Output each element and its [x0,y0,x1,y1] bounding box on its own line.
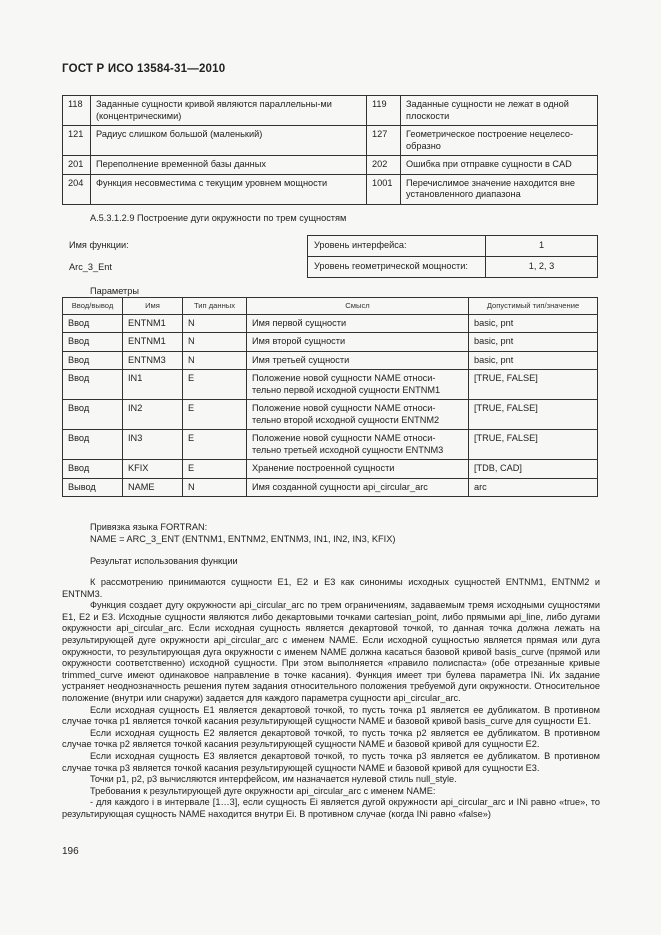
param-io: Ввод [63,460,123,479]
param-meaning: Имя третьей сущности [247,351,469,370]
table-row [308,257,598,278]
error-code: 201 [63,156,91,175]
param-io: Ввод [63,400,123,430]
fortran-title: Привязка языка FORTRAN: [90,522,208,532]
paragraph: Точки p1, p2, p3 вычисляются интерфейсом, им назначается нулевой стиль null_style. [90,774,457,785]
param-allowed: basic, pnt [469,333,598,352]
param-meaning: Хранение построенной сущности [247,460,469,479]
column-header: Допустимый тип/значение [469,298,598,315]
document-header: ГОСТ Р ИСО 13584-31—2010 [62,63,226,75]
result-text [62,577,600,820]
table-row [63,174,598,204]
error-code: 1001 [367,174,401,204]
param-io: Ввод [63,370,123,400]
error-code: 202 [367,156,401,175]
param-allowed: basic, pnt [469,314,598,333]
paragraph: Если исходная сущность E2 является декартовой точкой, то пусть точка p2 является ее дубликатом. В противном случае точка p2 является точкой касания результирующей сущности NAME и базовой кривой для сущности E2. [62,727,600,750]
param-meaning: Положение новой сущности NAME относи-тельно третьей исходной сущности ENTNM3 [247,430,469,460]
error-code: 118 [63,96,91,126]
error-text: Геометрическое построение нецелесо-образно [401,126,598,156]
param-io: Вывод [63,478,123,497]
iface-label: Уровень геометрической мощности: [308,257,486,278]
param-type: E [183,460,247,479]
table-row [63,96,598,126]
param-io: Ввод [63,314,123,333]
error-codes-table [62,95,598,205]
param-allowed: arc [469,478,598,497]
interface-level-table [307,235,598,278]
params-caption: Параметры [90,286,139,296]
page-number: 196 [62,846,79,857]
param-name: ENTNM1 [123,314,183,333]
paragraph: Если исходная сущность E1 является декартовой точкой, то пусть точка p1 является ее дубликатом. В противном случае точка p1 является точкой касания результирующей сущности NAME и базовой кривой basis_curve для сущности E1. [62,704,600,727]
error-text: Радиус слишком большой (маленький) [91,126,367,156]
result-title: Результат использования функции [90,556,238,566]
error-code: 204 [63,174,91,204]
error-text: Переполнение временной базы данных [91,156,367,175]
paragraph: - для каждого i в интервале [1…3], если сущность Ei является дугой окружности api_circular_arc и INi равно «true», то результирующая сущность NAME находится внутри Ei. В противном случае (когда INi равно «false») [62,797,600,819]
error-text: Перечислимое значение находится вне установленного диапазона [401,174,598,204]
param-meaning: Имя созданной сущности api_circular_arc [247,478,469,497]
function-name: Arc_3_Ent [69,262,112,272]
param-name: IN3 [123,430,183,460]
fortran-binding [62,522,600,545]
table-row [63,460,598,479]
param-io: Ввод [63,333,123,352]
table-row [63,333,598,352]
table-row [63,126,598,156]
param-meaning: Имя второй сущности [247,333,469,352]
error-code: 121 [63,126,91,156]
table-row [63,314,598,333]
error-text: Функция несовместима с текущим уровнем мощности [91,174,367,204]
table-row [63,430,598,460]
table-row [63,370,598,400]
param-meaning: Имя первой сущности [247,314,469,333]
param-type: N [183,333,247,352]
error-code: 127 [367,126,401,156]
param-allowed: [TRUE, FALSE] [469,370,598,400]
param-name: IN1 [123,370,183,400]
iface-value: 1, 2, 3 [486,257,598,278]
param-type: E [183,370,247,400]
param-meaning: Положение новой сущности NAME относи-тельно второй исходной сущности ENTNM2 [247,400,469,430]
table-row [63,156,598,175]
paragraph: Функция создает дугу окружности api_circular_arc по трем ограничениям, задаваемым тремя исходными сущностями E1, E2 и E3. Исходные сущности являются либо декартовыми точками cartesian_point, либо прямыми api_line, либо дугами окружности api_circular_arc. Если исходная сущность является декартовой точкой, то данная точка должна лежать на результирующей дуге окружности api_circular_arc с именем NAME. Если исходной сущностью является прямая или дуга окружности, то результирующая дуга окружности с именем NAME должна касаться базовой кривой basis_curve (прямой или окружности соответственно) исходной сущности. При этом выполняется «правило полиспаста» (обе отрезанные кривые trimmed_curve имеют одинаковое направление в точке касания). Функция имеет три булева параметра INi. Их задание устраняет неоднозначность решения путем задания относительного положения требуемой дуги окружности. Относительное положение (внутри или снаружи) задается для каждого параметра сущности api_circular_arc. [62,600,600,703]
param-name: KFIX [123,460,183,479]
table-row [63,478,598,497]
table-row [63,400,598,430]
param-allowed: [TRUE, FALSE] [469,400,598,430]
fortran-code: NAME = ARC_3_ENT (ENTNM1, ENTNM2, ENTNM3, IN1, IN2, IN3, KFIX) [90,533,396,544]
table-row [63,351,598,370]
section-caption: A.5.3.1.2.9 Построение дуги окружности по трем сущностям [90,213,347,223]
param-allowed: [TRUE, FALSE] [469,430,598,460]
parameters-table [62,297,598,497]
column-header: Ввод/вывод [63,298,123,315]
param-meaning: Положение новой сущности NAME относи-тельно первой исходной сущности ENTNM1 [247,370,469,400]
param-name: IN2 [123,400,183,430]
paragraph: К рассмотрению принимаются сущности E1, E2 и E3 как синонимы исходных сущностей ENTNM1, ENTNM2 и ENTNM3. [62,577,600,599]
param-name: ENTNM3 [123,351,183,370]
paragraph: Требования к результирующей дуге окружности api_circular_arc с именем NAME: [90,785,436,796]
param-name: NAME [123,478,183,497]
column-header: Смысл [247,298,469,315]
function-name-label: Имя функции: [69,240,129,250]
param-type: E [183,430,247,460]
iface-label: Уровень интерфейса: [308,236,486,257]
param-io: Ввод [63,430,123,460]
params-header-row [63,298,598,315]
error-text: Заданные сущности не лежат в одной плоскости [401,96,598,126]
error-text: Заданные сущности кривой являются параллельны-ми (концентрическими) [91,96,367,126]
param-type: N [183,351,247,370]
param-name: ENTNM1 [123,333,183,352]
column-header: Имя [123,298,183,315]
table-row [308,236,598,257]
column-header: Тип данных [183,298,247,315]
param-type: N [183,478,247,497]
error-code: 119 [367,96,401,126]
param-io: Ввод [63,351,123,370]
iface-value: 1 [486,236,598,257]
param-type: N [183,314,247,333]
param-type: E [183,400,247,430]
param-allowed: [TDB, CAD] [469,460,598,479]
param-allowed: basic, pnt [469,351,598,370]
error-text: Ошибка при отправке сущности в CAD [401,156,598,175]
paragraph: Если исходная сущность E3 является декартовой точкой, то пусть точка p3 является ее дубликатом. В противном случае точка p3 является точкой касания результирующей сущности NAME и базовой кривой для сущности E3. [62,750,600,773]
